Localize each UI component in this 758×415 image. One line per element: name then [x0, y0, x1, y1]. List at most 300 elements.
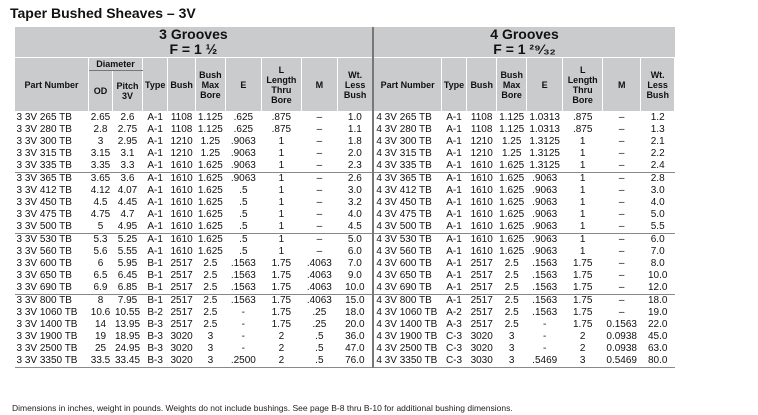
part-number-cell: 3 3V 3350 TB — [15, 355, 89, 368]
table-cell: – — [603, 112, 641, 125]
table-cell: .1563 — [532, 307, 558, 318]
table-cell: 2.6 — [337, 173, 373, 186]
table-cell: 1.125 — [499, 124, 525, 135]
table-cell: 4.12 — [90, 185, 111, 196]
col-part-number-4g: Part Number — [373, 58, 441, 112]
table-cell: – — [618, 221, 625, 232]
table-cell: A-1 — [441, 234, 466, 247]
table-cell: 1610 — [470, 160, 493, 171]
table-cell: .5 — [315, 343, 324, 354]
table-cell: 6.9 — [93, 282, 108, 293]
table-cell: 1.0 — [337, 112, 373, 125]
table-cell: .1563 — [532, 270, 558, 281]
table-cell: 1.3125 — [529, 136, 560, 147]
table-cell: 1 — [278, 221, 285, 232]
table-cell: B-3 — [143, 355, 168, 368]
table-row — [15, 185, 675, 197]
table-cell: – — [618, 307, 625, 318]
table-cell: 1.75 — [271, 319, 292, 330]
table-cell: .9063 — [527, 234, 563, 247]
table-cell: 1610 — [470, 246, 493, 257]
table-cell: – — [618, 270, 625, 281]
table-cell: 5.0 — [337, 234, 373, 247]
table-cell: 2.5 — [504, 282, 519, 293]
table-cell: 10.0 — [337, 282, 373, 295]
table-cell: 1.75 — [572, 270, 593, 281]
table-cell: 7.0 — [650, 246, 665, 257]
table-cell: 3020 — [170, 343, 193, 354]
table-cell: 1610 — [168, 234, 196, 247]
table-row — [15, 173, 675, 186]
table-cell: 3020 — [168, 355, 196, 368]
table-cell: .9063 — [230, 148, 256, 159]
table-cell: – — [301, 234, 337, 247]
table-cell: A-1 — [446, 136, 462, 147]
table-cell: 1610 — [170, 221, 193, 232]
table-cell: 18.95 — [114, 331, 141, 342]
part-number-cell: 3 3V 690 TB — [16, 282, 72, 293]
table-row — [15, 307, 675, 319]
table-cell: 1 — [261, 173, 301, 186]
table-body — [15, 112, 675, 368]
table-cell: 13.95 — [114, 319, 141, 330]
table-cell: 1108 — [470, 124, 493, 135]
part-number-cell: 3 3V 300 TB — [16, 136, 72, 147]
table-cell: 1610 — [467, 173, 497, 186]
table-cell: B-3 — [147, 343, 163, 354]
table-cell: A-1 — [147, 136, 163, 147]
col-bush-4g: Bush — [467, 58, 497, 112]
table-cell: .1563 — [527, 295, 563, 308]
table-cell: 4.95 — [117, 221, 138, 232]
table-cell: 1.625 — [197, 209, 223, 220]
footnote: Dimensions in inches, weight in pounds. Weights do not include bushings. See page B-8 thru B-10 for additional bushing dimensions. — [12, 403, 513, 413]
table-cell: A-1 — [143, 234, 168, 247]
table-cell: 1.75 — [572, 258, 593, 269]
table-cell: 19.0 — [647, 307, 668, 318]
table-cell: – — [618, 160, 625, 171]
table-cell: 6.0 — [337, 246, 373, 258]
table-cell: 0.0938 — [606, 331, 637, 342]
table-cell: 6.5 — [93, 270, 108, 281]
table-cell: B-1 — [147, 282, 163, 293]
table-cell: 4.75 — [90, 209, 111, 220]
table-row — [15, 319, 675, 331]
table-cell: 1.75 — [563, 295, 603, 308]
part-number-cell: 4 3V 3350 TB — [373, 355, 441, 368]
table-row — [15, 282, 675, 295]
table-cell: 1.75 — [271, 258, 292, 269]
part-number-cell: 3 3V 560 TB — [16, 246, 72, 257]
col-wt-4g: Wt. Less Bush — [641, 58, 675, 112]
table-cell: 2.65 — [89, 112, 113, 125]
table-cell: .4063 — [306, 258, 332, 269]
table-cell: A-1 — [446, 124, 462, 135]
page-title: Taper Bushed Sheaves – 3V — [10, 5, 196, 21]
table-cell: 1.625 — [197, 246, 223, 257]
table-cell: .4063 — [306, 282, 332, 293]
table-cell: 1108 — [170, 124, 193, 135]
table-cell: B-1 — [147, 258, 163, 269]
table-cell: A-1 — [147, 148, 163, 159]
table-cell: A-1 — [147, 160, 163, 171]
table-cell: 1 — [579, 197, 586, 208]
part-number-cell: 4 3V 280 TB — [376, 124, 432, 135]
table-cell: .5 — [301, 355, 337, 368]
col-pitch: Pitch 3V — [113, 71, 143, 112]
col-type-4g: Type — [441, 58, 466, 112]
part-number-cell: 4 3V 315 TB — [376, 148, 432, 159]
table-cell: - — [241, 319, 246, 330]
table-cell: – — [316, 209, 323, 220]
part-number-cell: 4 3V 800 TB — [373, 295, 441, 308]
table-row — [15, 331, 675, 343]
table-cell: – — [301, 173, 337, 186]
table-row — [15, 246, 675, 258]
table-cell: – — [618, 148, 625, 159]
table-cell: A-1 — [147, 185, 163, 196]
table-cell: .9063 — [532, 209, 558, 220]
table-cell: .1563 — [230, 270, 256, 281]
table-row — [15, 343, 675, 355]
table-row — [15, 209, 675, 221]
table-cell: 3 — [207, 343, 214, 354]
col-bush: Bush — [168, 58, 196, 112]
table-cell: 5.6 — [93, 246, 108, 257]
table-cell: 10.0 — [647, 270, 668, 281]
table-cell: .5 — [239, 197, 248, 208]
table-cell: 12.0 — [647, 282, 668, 293]
table-cell: 1.625 — [197, 185, 223, 196]
table-cell: 1.25 — [200, 136, 221, 147]
table-cell: 5 — [97, 221, 104, 232]
table-cell: 4.07 — [117, 185, 138, 196]
table-cell: – — [603, 295, 641, 308]
table-cell: 3.35 — [90, 160, 111, 171]
part-number-cell: 3 3V 2500 TB — [16, 343, 78, 354]
part-number-cell: 4 3V 650 TB — [376, 270, 432, 281]
table-cell: .4063 — [301, 295, 337, 308]
table-cell: .5 — [239, 209, 248, 220]
table-cell: 1.25 — [501, 148, 522, 159]
table-cell: 0.0938 — [606, 343, 637, 354]
part-number-cell: 4 3V 475 TB — [376, 209, 432, 220]
table-cell: 1 — [278, 160, 285, 171]
part-number-cell: 3 3V 530 TB — [15, 234, 89, 247]
table-cell: A-1 — [441, 173, 466, 186]
table-cell: 1.8 — [337, 136, 373, 148]
table-cell: 5.0 — [650, 209, 665, 220]
table-cell: 45.0 — [647, 331, 668, 342]
table-cell: 1610 — [170, 160, 193, 171]
table-cell: 6 — [97, 258, 104, 269]
table-cell: 1.75 — [572, 319, 593, 330]
table-cell: A-1 — [147, 124, 163, 135]
table-cell: 3.1 — [120, 148, 135, 159]
table-cell: .875 — [563, 112, 603, 125]
table-cell: – — [301, 112, 337, 125]
table-cell: 1 — [579, 185, 586, 196]
table-cell: 1.3125 — [529, 148, 560, 159]
table-cell: .875 — [261, 112, 301, 125]
face-width-4-grooves: F = 1 ²⁹⁄₃₂ — [373, 42, 674, 58]
col-e: E — [225, 58, 261, 112]
table-cell: 19 — [94, 331, 107, 342]
table-cell: A-1 — [446, 185, 462, 196]
table-cell: 7.95 — [113, 295, 143, 308]
table-cell: 10.6 — [90, 307, 111, 318]
table-cell: - — [241, 331, 246, 342]
table-cell: 2517 — [470, 258, 493, 269]
table-cell: C-3 — [441, 355, 466, 368]
part-number-cell: 3 3V 315 TB — [16, 148, 72, 159]
table-cell: 2.5 — [504, 307, 519, 318]
table-cell: - — [543, 331, 547, 342]
table-cell: – — [618, 246, 625, 257]
table-cell: 2.5 — [504, 258, 519, 269]
table-cell: 0.1563 — [606, 319, 637, 330]
table-cell: 2517 — [470, 307, 493, 318]
table-cell: 1.75 — [271, 307, 292, 318]
table-cell: .25 — [312, 319, 327, 330]
table-cell: .1563 — [532, 258, 558, 269]
table-cell: 1.125 — [497, 112, 527, 125]
table-cell: 2 — [261, 355, 301, 368]
part-number-cell: 3 3V 412 TB — [16, 185, 72, 196]
table-cell: 1 — [261, 234, 301, 247]
table-cell: 2.8 — [641, 173, 675, 186]
table-cell: 4.0 — [337, 209, 373, 221]
table-row — [15, 112, 675, 125]
table-cell: 3 — [207, 331, 214, 342]
table-row — [15, 197, 675, 209]
table-cell: 2.3 — [337, 160, 373, 173]
table-cell: .4063 — [306, 270, 332, 281]
table-cell: 2517 — [470, 319, 493, 330]
part-number-cell: 3 3V 1900 TB — [16, 331, 78, 342]
part-number-cell: 3 3V 1060 TB — [16, 307, 78, 318]
table-cell: 2517 — [470, 282, 493, 293]
table-cell: 1.625 — [195, 234, 225, 247]
table-cell: 14 — [94, 319, 107, 330]
table-cell: A-1 — [147, 209, 163, 220]
table-cell: 10.55 — [114, 307, 141, 318]
table-cell: A-2 — [446, 307, 462, 318]
col-m: M — [301, 58, 337, 112]
table-cell: 9.0 — [337, 270, 373, 282]
table-cell: 1 — [278, 209, 285, 220]
table-cell: A-1 — [446, 209, 462, 220]
table-cell: 5.55 — [117, 246, 138, 257]
table-row — [15, 124, 675, 136]
table-cell: - — [241, 343, 246, 354]
table-cell: 22.0 — [647, 319, 668, 330]
table-cell: 47.0 — [337, 343, 373, 355]
table-cell: 1.1 — [337, 124, 373, 136]
table-cell: 1.625 — [499, 197, 525, 208]
table-cell: A-1 — [441, 295, 466, 308]
table-cell: A-1 — [446, 270, 462, 281]
table-cell: 3 — [508, 343, 515, 354]
table-cell: 2517 — [170, 307, 193, 318]
table-cell: A-1 — [147, 197, 163, 208]
part-number-cell: 3 3V 280 TB — [16, 124, 72, 135]
table-row — [15, 270, 675, 282]
table-cell: 1.3 — [650, 124, 665, 135]
table-cell: .875 — [271, 124, 292, 135]
table-cell: 1610 — [467, 234, 497, 247]
table-cell: – — [618, 282, 625, 293]
table-cell: 1 — [579, 246, 586, 257]
table-cell: 3.0 — [337, 185, 373, 197]
table-cell: 1 — [579, 209, 586, 220]
table-cell: 18.0 — [337, 307, 373, 319]
table-cell: – — [618, 185, 625, 196]
table-cell: .5 — [315, 331, 324, 342]
table-row — [15, 160, 675, 173]
part-number-cell: 4 3V 1900 TB — [376, 331, 438, 342]
table-cell: .9063 — [532, 246, 558, 257]
table-cell: 2 — [278, 343, 285, 354]
table-cell: 1610 — [170, 197, 193, 208]
part-number-cell: 4 3V 2500 TB — [376, 343, 438, 354]
part-number-cell: 4 3V 530 TB — [373, 234, 441, 247]
part-number-cell: 4 3V 600 TB — [376, 258, 432, 269]
table-cell: 24.95 — [114, 343, 141, 354]
table-cell: - — [543, 319, 547, 330]
table-cell: .5 — [239, 221, 248, 232]
table-cell: 1.2 — [641, 112, 675, 125]
table-cell: B-3 — [147, 319, 163, 330]
table-cell: 0.5469 — [603, 355, 641, 368]
table-cell: 1.625 — [497, 234, 527, 247]
group-header-4-grooves: 4 Grooves — [373, 27, 674, 42]
table-cell: – — [316, 185, 323, 196]
col-type: Type — [143, 58, 168, 112]
table-cell: 2.5 — [195, 295, 225, 308]
table-cell: A-1 — [143, 173, 168, 186]
part-number-cell: 4 3V 300 TB — [376, 136, 432, 147]
table-cell: 3 — [195, 355, 225, 368]
table-cell: 1210 — [470, 136, 493, 147]
table-cell: 80.0 — [641, 355, 675, 368]
col-e-4g: E — [527, 58, 563, 112]
table-row — [15, 355, 675, 368]
table-cell: 1.125 — [195, 112, 225, 125]
table-cell: 1 — [579, 148, 586, 159]
table-cell: A-1 — [446, 221, 462, 232]
col-bush-max-bore-4g: Bush Max Bore — [497, 58, 527, 112]
table-cell: 1108 — [467, 112, 497, 125]
table-cell: .5469 — [527, 355, 563, 368]
table-cell: 1.25 — [200, 148, 221, 159]
table-cell: 3020 — [470, 343, 493, 354]
table-cell: 1.625 — [499, 185, 525, 196]
table-cell: 1.625 — [197, 197, 223, 208]
table-cell: 2517 — [168, 295, 196, 308]
part-number-cell: 4 3V 335 TB — [376, 160, 432, 171]
table-cell: A-3 — [446, 319, 462, 330]
table-cell: 1 — [579, 136, 586, 147]
table-cell: .5 — [225, 234, 261, 247]
part-number-cell: 4 3V 265 TB — [373, 112, 441, 125]
table-cell: 1.75 — [572, 282, 593, 293]
table-cell: 33.5 — [89, 355, 113, 368]
table-cell: - — [543, 343, 547, 354]
table-cell: 3.0 — [650, 185, 665, 196]
part-number-cell: 4 3V 1060 TB — [376, 307, 438, 318]
col-bush-max-bore: Bush Max Bore — [195, 58, 225, 112]
table-cell: – — [618, 209, 625, 220]
table-cell: 2517 — [467, 295, 497, 308]
table-row — [15, 234, 675, 247]
part-number-cell: 4 3V 365 TB — [373, 173, 441, 186]
table-row — [15, 221, 675, 234]
table-cell: 6.45 — [117, 270, 138, 281]
table-cell: B-3 — [147, 331, 163, 342]
table-cell: 1.75 — [271, 282, 292, 293]
table-cell: 2.2 — [650, 148, 665, 159]
table-cell: 33.45 — [113, 355, 143, 368]
table-cell: 1 — [563, 234, 603, 247]
table-cell: – — [603, 234, 641, 247]
table-cell: 3.15 — [90, 148, 111, 159]
table-cell: 6.85 — [117, 282, 138, 293]
table-cell: 5.3 — [89, 234, 113, 247]
table-cell: 1.625 — [499, 209, 525, 220]
table-cell: 1610 — [470, 185, 493, 196]
table-cell: – — [618, 197, 625, 208]
table-cell: .1563 — [532, 282, 558, 293]
table-cell: 1.75 — [271, 270, 292, 281]
part-number-cell: 3 3V 335 TB — [16, 160, 72, 171]
table-cell: 2.95 — [117, 136, 138, 147]
table-cell: A-1 — [446, 197, 462, 208]
table-cell: 3 — [97, 136, 104, 147]
table-cell: 63.0 — [647, 343, 668, 354]
table-cell: 5.95 — [117, 258, 138, 269]
table-cell: 3 — [508, 331, 515, 342]
table-cell: – — [316, 197, 323, 208]
table-cell: 3 — [497, 355, 527, 368]
table-cell: 1610 — [470, 197, 493, 208]
col-l-4g: L Length Thru Bore — [563, 58, 603, 112]
part-number-cell: 3 3V 500 TB — [16, 221, 72, 232]
table-cell: 2517 — [170, 258, 193, 269]
table-cell: 36.0 — [337, 331, 373, 343]
table-cell: – — [316, 124, 323, 135]
table-cell: C-3 — [445, 343, 463, 354]
table-cell: 1.125 — [197, 124, 223, 135]
table-cell: 4.5 — [337, 221, 373, 234]
table-cell: 4.7 — [120, 209, 135, 220]
table-cell: 1610 — [470, 209, 493, 220]
col-diameter: Diameter — [89, 58, 143, 71]
table-cell: 5.5 — [650, 221, 665, 232]
table-cell: 1210 — [170, 136, 193, 147]
table-cell: 1.0313 — [527, 112, 563, 125]
table-cell: 1108 — [168, 112, 196, 125]
table-cell: 1 — [278, 197, 285, 208]
table-cell: .9063 — [532, 221, 558, 232]
part-number-cell: 3 3V 450 TB — [16, 197, 72, 208]
table-cell: – — [316, 148, 323, 159]
table-cell: 1610 — [470, 221, 493, 232]
face-width-3-grooves: F = 1 ½ — [15, 42, 374, 58]
table-cell: .1563 — [230, 258, 256, 269]
table-cell: .9063 — [225, 173, 261, 186]
table-cell: .9063 — [532, 197, 558, 208]
